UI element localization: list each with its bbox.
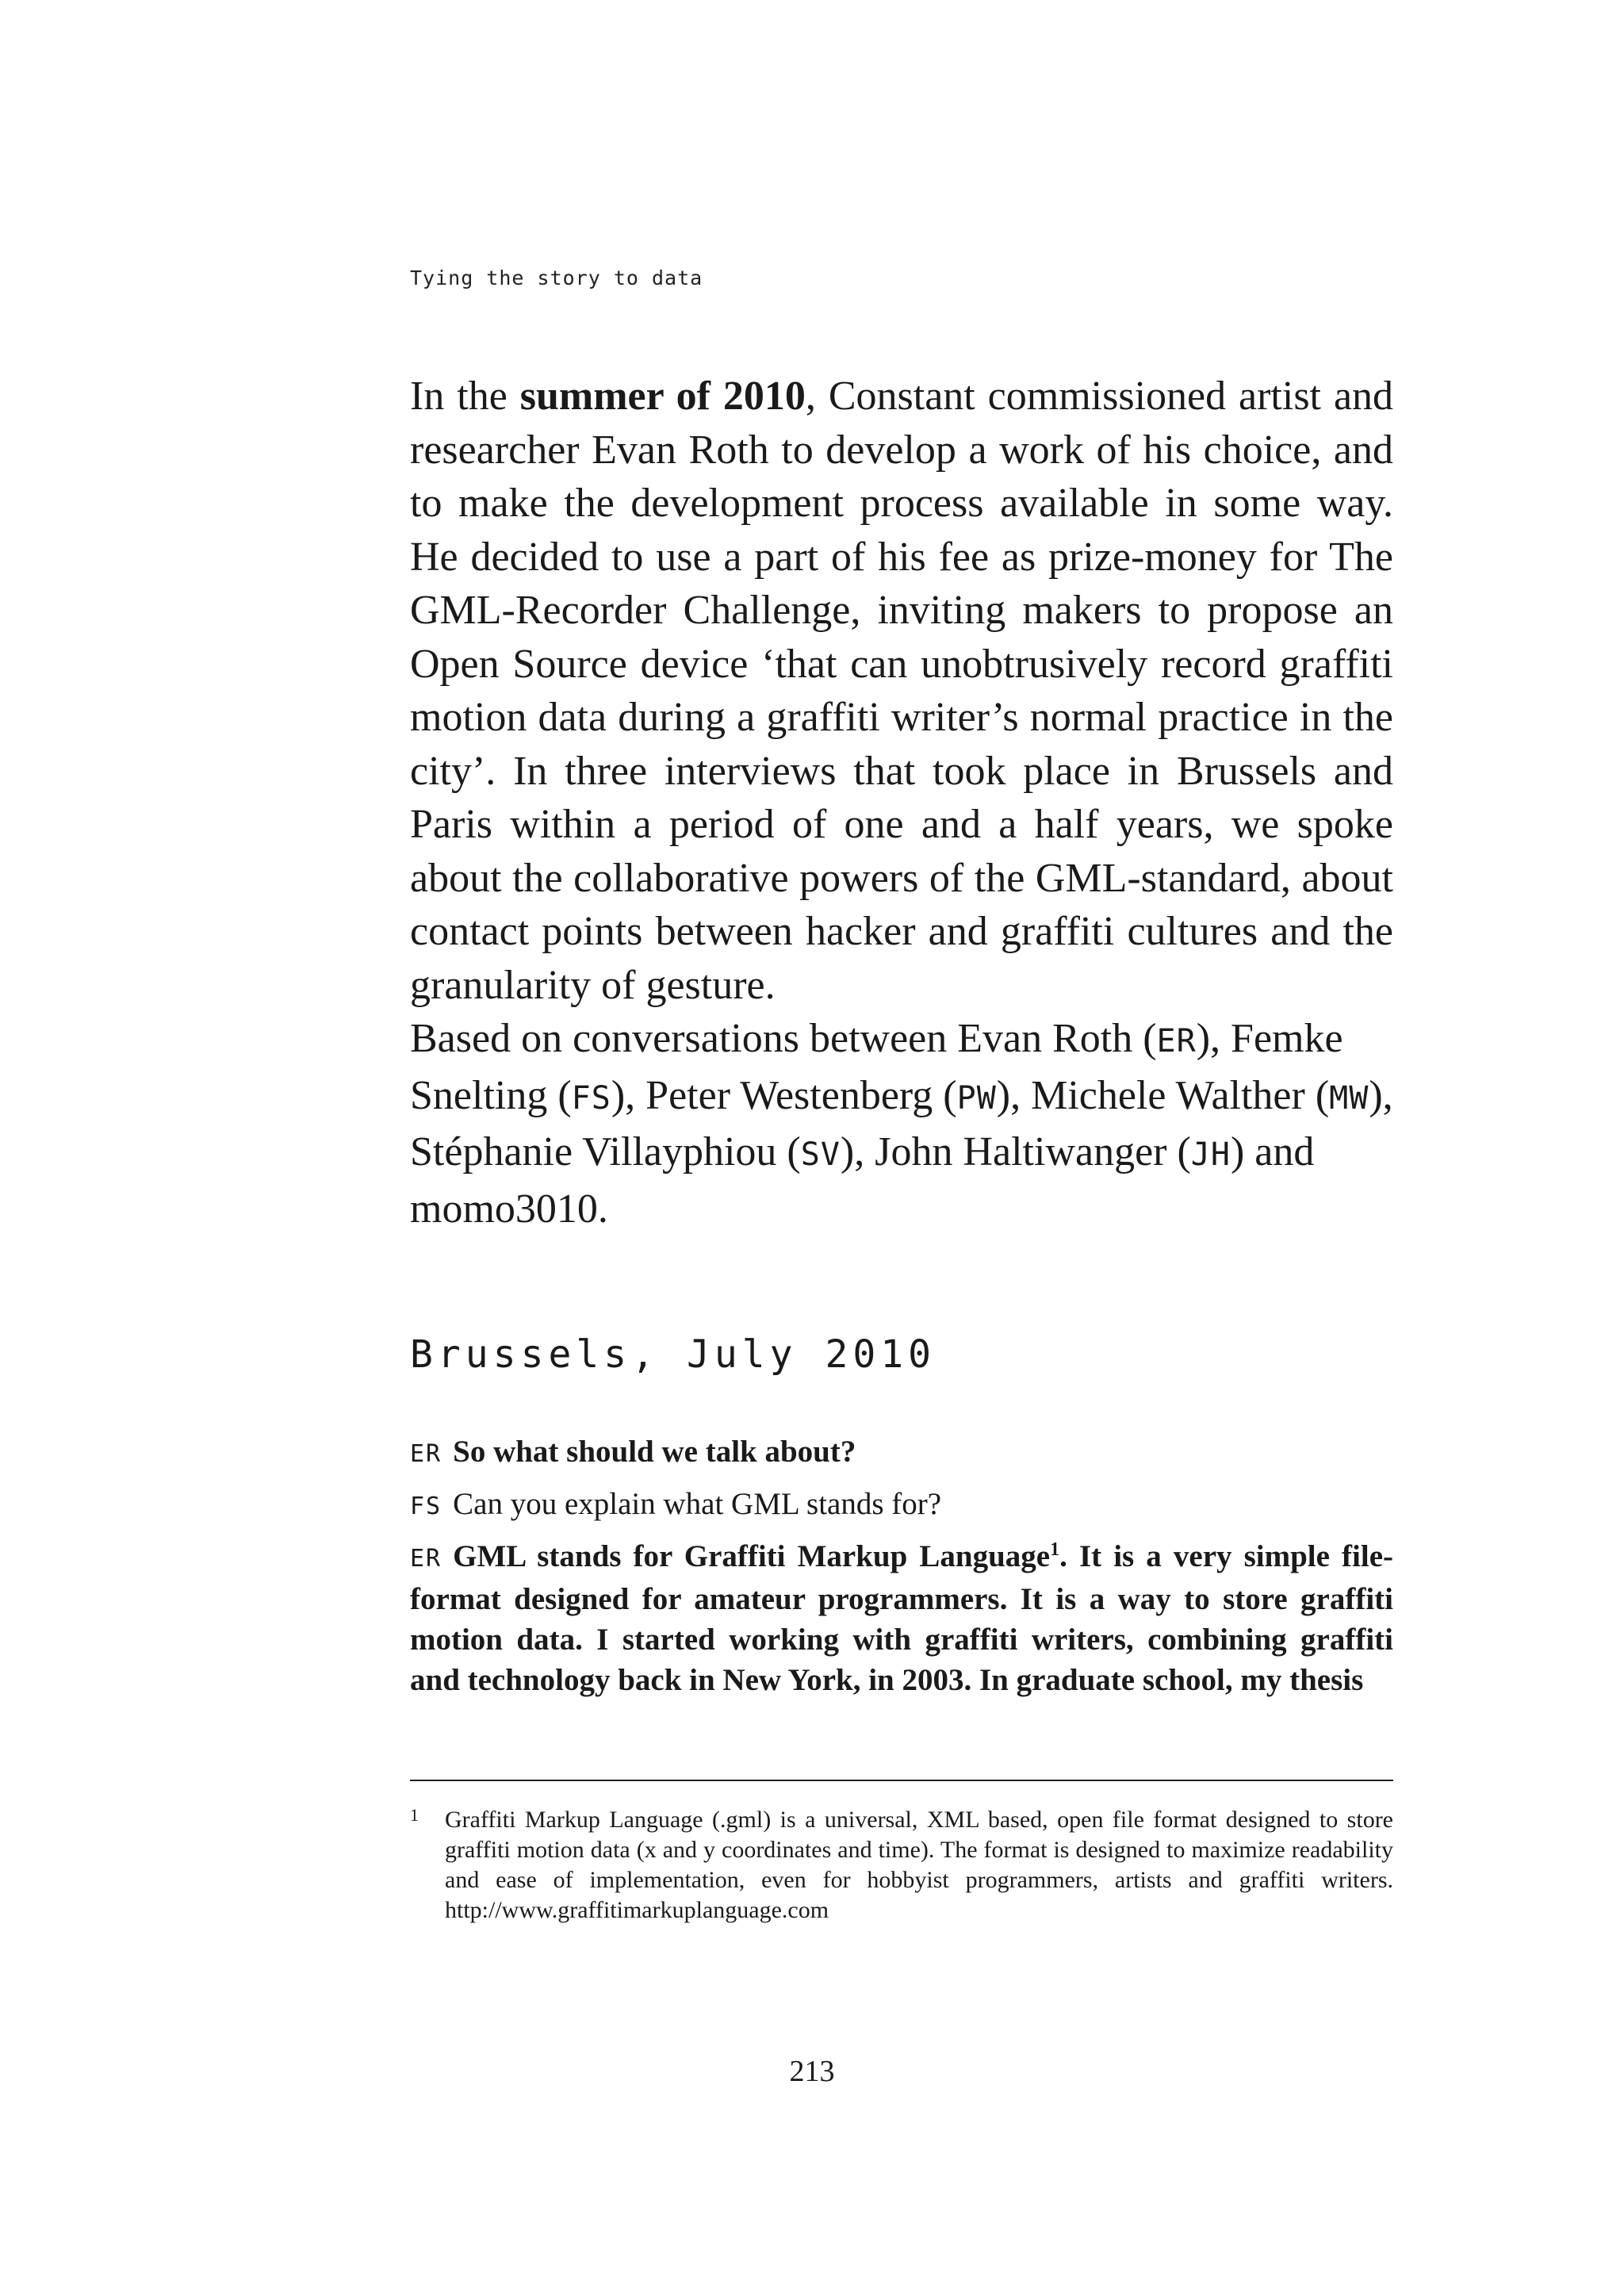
footnote-text: Graffiti Markup Language (.gml) is a universal, XML based, open file format designed to store graffiti motion data (x and y coordinates and time). The format is designed to maximize readability and ease of implementation, even for hobbyist programmers, artists and graffiti writers. http://www.graffitimarkuplanguage.com bbox=[445, 1807, 1393, 1923]
speaker-label: ER bbox=[410, 1545, 442, 1573]
footnote bbox=[410, 1805, 1393, 1926]
credits-text: Based on conversations between Evan Roth ( bbox=[410, 1016, 1157, 1061]
dialogue-text-part: GML stands for Graffiti Markup Language bbox=[453, 1539, 1051, 1573]
credits-paragraph bbox=[410, 1012, 1393, 1236]
intro-bold-date: summer of 2010 bbox=[519, 374, 806, 419]
section-title: Brussels, July 2010 bbox=[410, 1332, 936, 1377]
credits-text: ) and momo3010. bbox=[410, 1129, 1315, 1232]
footnote-number: 1 bbox=[410, 1805, 419, 1825]
dialogue-text: Can you explain what GML stands for? bbox=[453, 1487, 942, 1521]
credits-text: ), Peter Westenberg ( bbox=[611, 1072, 957, 1118]
credits-text: ), Femke Snelting ( bbox=[410, 1016, 1343, 1118]
initials-er: ER bbox=[1156, 1023, 1197, 1060]
speaker-label: ER bbox=[410, 1440, 442, 1468]
speaker-label: FS bbox=[410, 1493, 442, 1520]
credits-text: ), John Haltiwanger ( bbox=[840, 1129, 1191, 1174]
dialogue-turn bbox=[410, 1536, 1393, 1700]
intro-text bbox=[410, 370, 1393, 1012]
footnote-divider bbox=[410, 1780, 1393, 1781]
dialogue bbox=[410, 1431, 1393, 1710]
page-number: 213 bbox=[789, 2055, 835, 2088]
dialogue-text bbox=[410, 1539, 1393, 1697]
credits-text: ), Michele Walther ( bbox=[996, 1072, 1330, 1118]
intro-paragraph bbox=[410, 370, 1393, 1236]
initials-jh: JH bbox=[1190, 1136, 1231, 1173]
dialogue-turn bbox=[410, 1431, 1393, 1474]
intro-text-part: , Constant commissioned artist and researcher Evan Roth to develop a work of his choice, and to make the development process available in some way. He decided to use a part of his fee as prize-money for The GML-Recorder Challenge, inviting makers to propose an Open Source device ‘that can unobtrusively record graffiti motion data during a graffiti writer’s normal practice in the city’. In three interviews that took place in Brussels and Paris within a period of one and a half years, we spoke about the collaborative powers of the GML-standard, about contact points between hacker and graffiti cultures and the granularity of gesture. bbox=[410, 374, 1394, 1008]
credits-text: ), Stéphanie Villayphiou ( bbox=[410, 1072, 1393, 1174]
dialogue-text: So what should we talk about? bbox=[453, 1435, 856, 1469]
initials-fs: FS bbox=[571, 1079, 611, 1117]
dialogue-turn bbox=[410, 1484, 1393, 1527]
dialogue-text-part: . It is a very simple file-format designed for amateur programmers. It is a way to store graffiti motion data. I started working with graffiti writers, combining graffiti and technology back in New York, in 2003. In graduate school, my thesis bbox=[410, 1539, 1393, 1697]
initials-sv: SV bbox=[800, 1136, 841, 1173]
initials-mw: MW bbox=[1329, 1079, 1369, 1117]
running-head: Tying the story to data bbox=[410, 266, 703, 289]
footnote-reference[interactable]: 1 bbox=[1050, 1539, 1060, 1560]
initials-pw: PW bbox=[956, 1079, 997, 1117]
intro-text-part: In the bbox=[410, 374, 520, 419]
